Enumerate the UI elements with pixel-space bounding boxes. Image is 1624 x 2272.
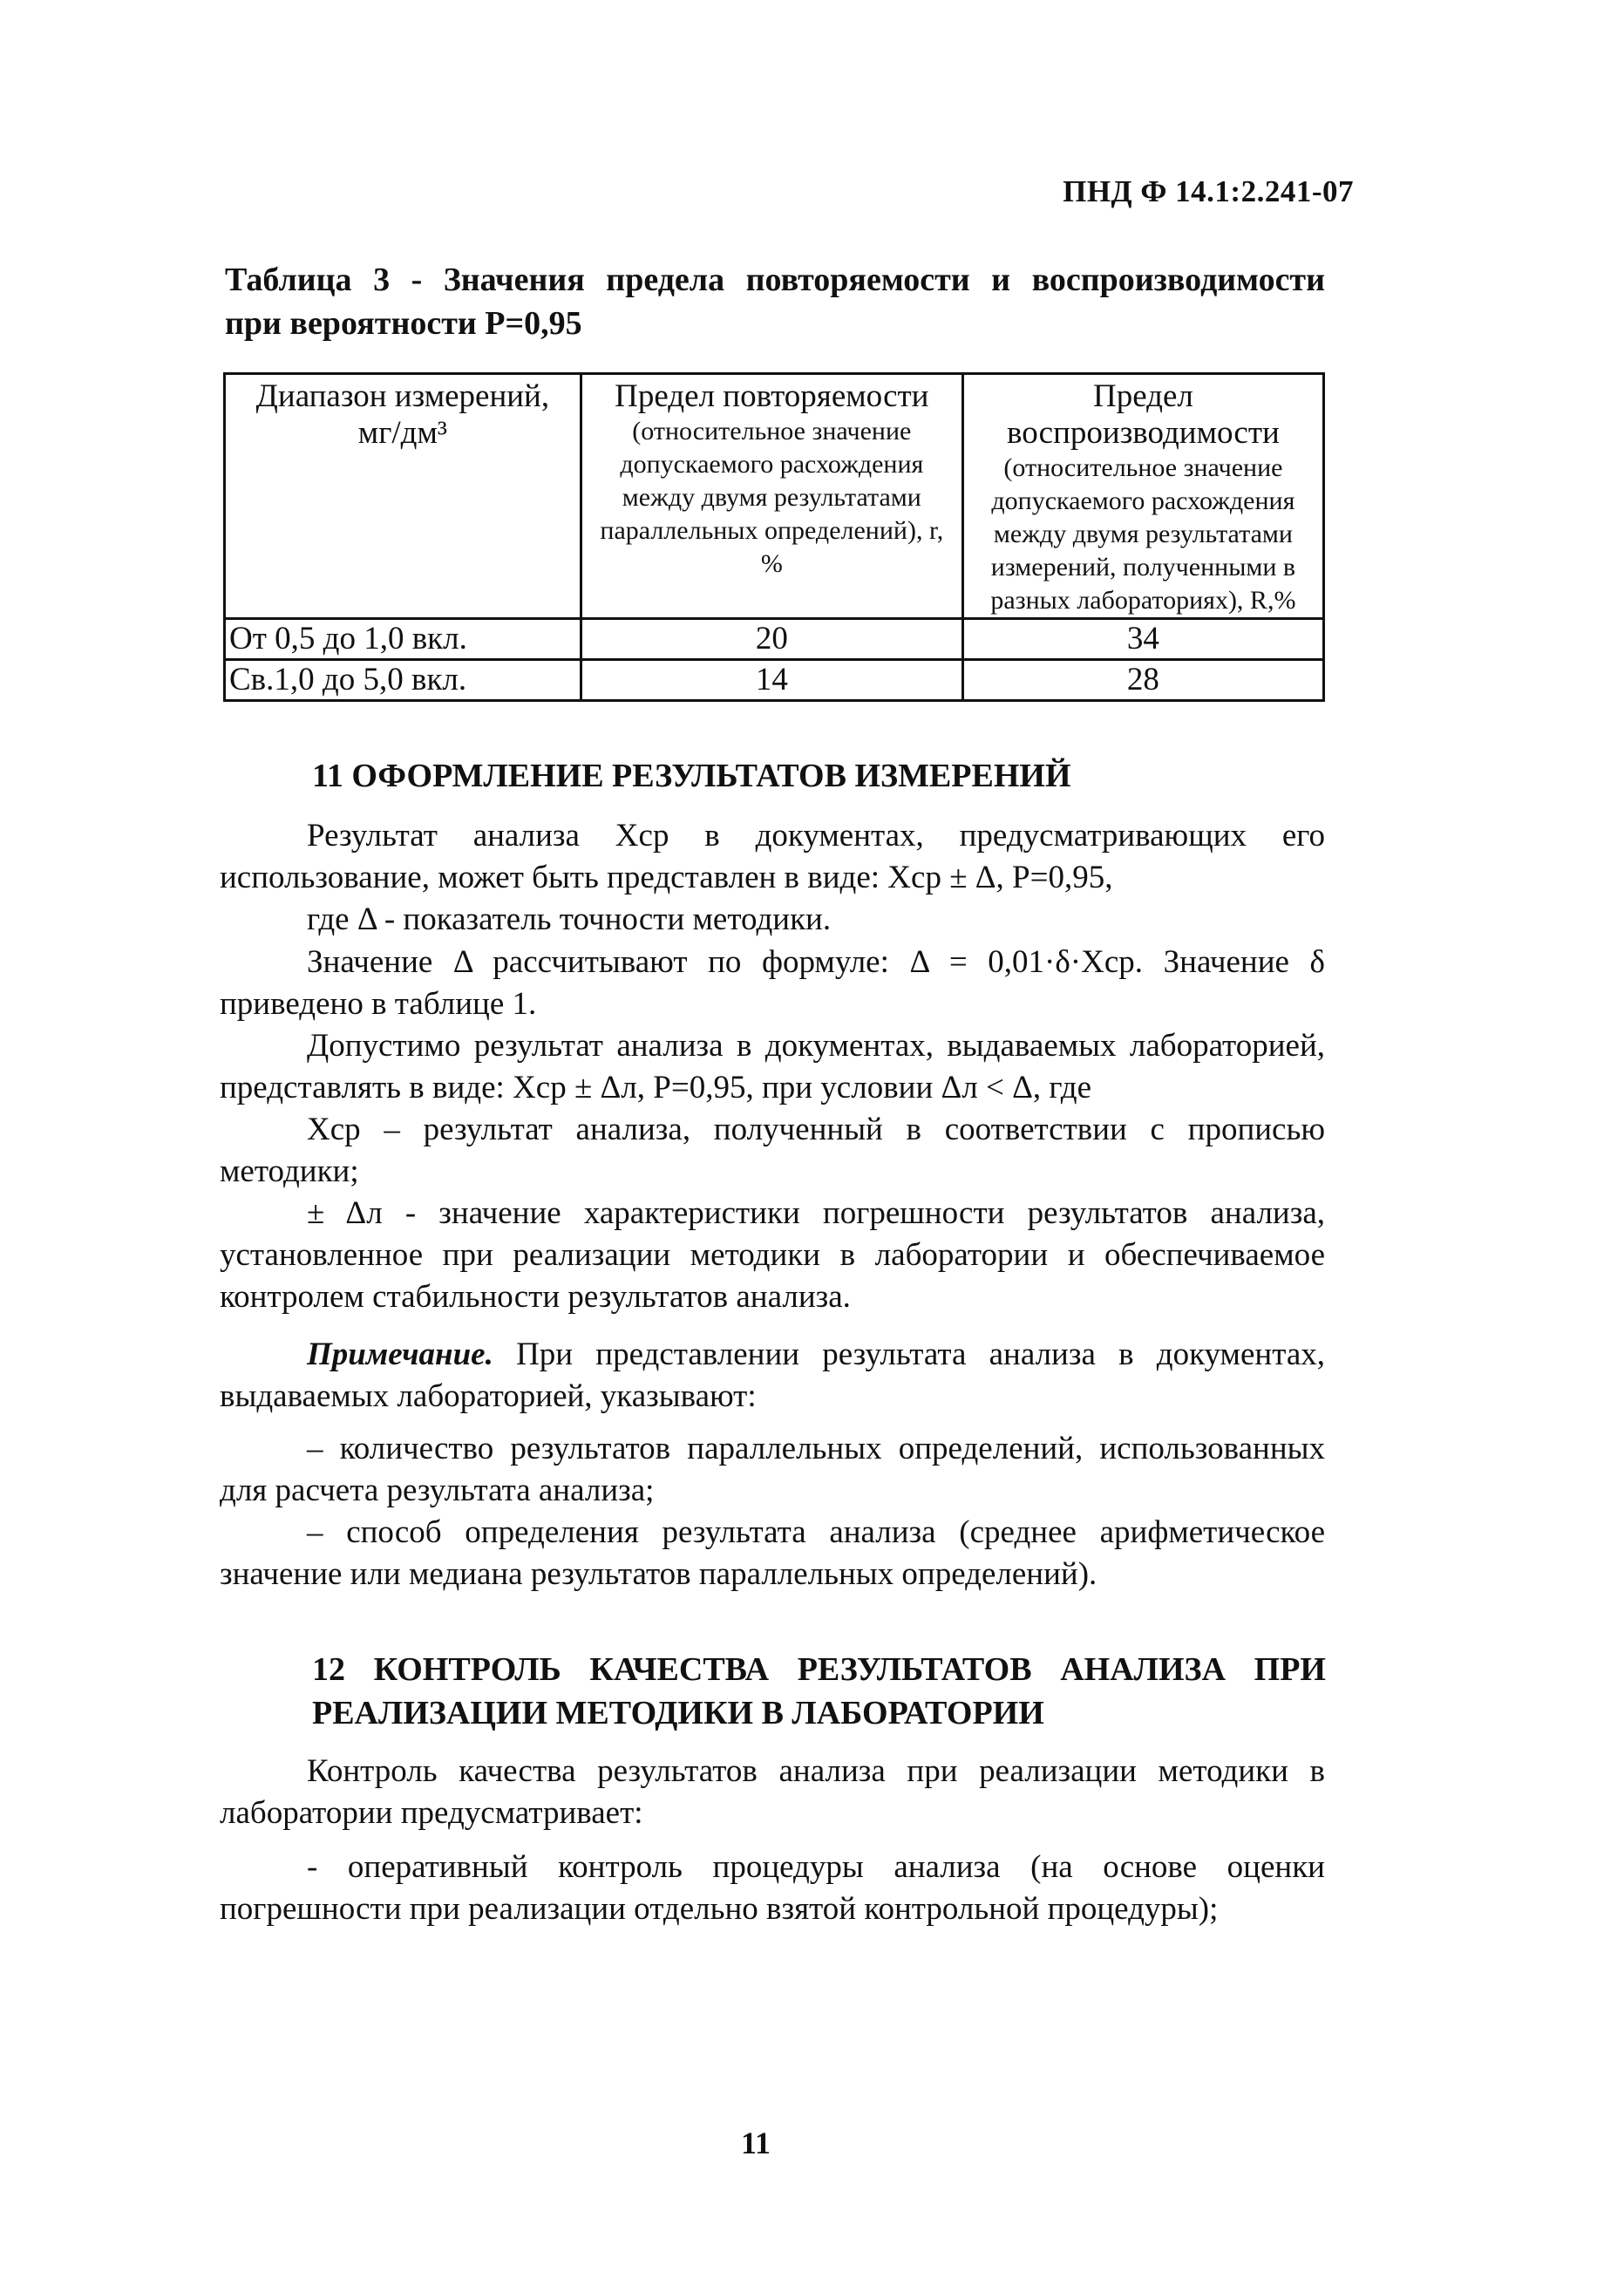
section-11-p5-text: Xср – результат анализа, полученный в соответствии с прописью методики; bbox=[220, 1112, 1325, 1189]
section-11-p2 bbox=[220, 899, 1325, 941]
table-header-row bbox=[225, 374, 1324, 619]
section-11-p6-text: ± Δл - значение характеристики погрешности результатов анализа, установленное при реализации методики в лаборатории и обеспечиваемое контролем стабильности результатов анализа. bbox=[220, 1195, 1325, 1315]
cell-repeatability: 14 bbox=[581, 660, 962, 701]
note-text: При представлении результата анализа в документах, выдаваемых лабораторией, указывают: bbox=[220, 1337, 1325, 1414]
page-number: 11 bbox=[741, 2126, 771, 2160]
section-12-bullet1 bbox=[220, 1847, 1325, 1930]
table-caption-line1: Таблица 3 - Значения предела повторяемости и воспроизводимости bbox=[225, 262, 1325, 298]
section-11-heading: 11 ОФОРМЛЕНИЕ РЕЗУЛЬТАТОВ ИЗМЕРЕНИЙ bbox=[312, 758, 1071, 794]
cell-repeatability: 20 bbox=[581, 619, 962, 660]
section-11-p1-text: Результат анализа Xср в документах, предусматривающих его использование, может быть представлен в виде: Xср ± Δ, Р=0,95, bbox=[220, 818, 1325, 895]
header-repeatability bbox=[581, 374, 962, 619]
section-11-note bbox=[220, 1334, 1325, 1418]
section-11-p3-text: Значение Δ рассчитывают по формуле: Δ = 0,01·δ·Xср. Значение δ приведено в таблице 1. bbox=[220, 944, 1325, 1022]
section-11-p4 bbox=[220, 1025, 1325, 1109]
cell-range: От 0,5 до 1,0 вкл. bbox=[225, 619, 581, 660]
header-repeatability-desc: (относительное значение допускаемого расхождения между двумя результатами параллельных определений), r, % bbox=[600, 417, 944, 578]
header-reproducibility-label: Предел воспроизводимости bbox=[1007, 378, 1280, 451]
section-11-p1 bbox=[220, 815, 1325, 899]
section-12-heading-line2: РЕАЛИЗАЦИИ МЕТОДИКИ В ЛАБОРАТОРИИ bbox=[312, 1695, 1044, 1731]
header-range-unit: мг/дм³ bbox=[357, 415, 447, 451]
header-repeatability-label: Предел повторяемости bbox=[615, 378, 929, 414]
header-range-label: Диапазон измерений, bbox=[255, 378, 550, 414]
header-reproducibility bbox=[962, 374, 1323, 619]
header-range bbox=[225, 374, 581, 619]
limits-table bbox=[223, 372, 1325, 702]
section-11-p3 bbox=[220, 942, 1325, 1025]
section-11-bullet2-text: – способ определения результата анализа (среднее арифметическое значение или медиана результатов параллельных определений). bbox=[220, 1514, 1325, 1592]
section-11-p2-text: где Δ - показатель точности методики. bbox=[307, 901, 832, 937]
header-reproducibility-desc: (относительное значение допускаемого расхождения между двумя результатами измерений, полученными в разных лабораториях), R,% bbox=[990, 453, 1296, 615]
section-11-p4-text: Допустимо результат анализа в документах, выдаваемых лабораторией, представлять в виде: Xср ± Δл, Р=0,95, при условии Δл < Δ, где bbox=[220, 1028, 1325, 1105]
note-label: Примечание. bbox=[307, 1337, 493, 1372]
cell-reproducibility: 34 bbox=[962, 619, 1323, 660]
section-11-bullet2 bbox=[220, 1512, 1325, 1595]
document-code: ПНД Ф 14.1:2.241-07 bbox=[1063, 174, 1354, 208]
section-12-p1-text: Контроль качества результатов анализа при реализации методики в лаборатории предусматривает: bbox=[220, 1753, 1325, 1831]
table-row bbox=[225, 619, 1324, 660]
table-row bbox=[225, 660, 1324, 701]
section-11-p5 bbox=[220, 1109, 1325, 1193]
section-12-p1 bbox=[220, 1751, 1325, 1834]
section-12-heading-line1: 12 КОНТРОЛЬ КАЧЕСТВА РЕЗУЛЬТАТОВ АНАЛИЗА ПРИ bbox=[312, 1651, 1326, 1688]
cell-reproducibility: 28 bbox=[962, 660, 1323, 701]
section-12-bullet1-text: - оперативный контроль процедуры анализа (на основе оценки погрешности при реализации отдельно взятой контрольной процедуры); bbox=[220, 1849, 1325, 1927]
table-caption-line2: при вероятности Р=0,95 bbox=[225, 305, 582, 342]
section-12-heading bbox=[312, 1648, 1326, 1735]
cell-range: Св.1,0 до 5,0 вкл. bbox=[225, 660, 581, 701]
section-11-bullet1 bbox=[220, 1428, 1325, 1512]
table-caption bbox=[225, 258, 1325, 345]
section-11-bullet1-text: – количество результатов параллельных определений, использованных для расчета результата анализа; bbox=[220, 1431, 1325, 1508]
section-11-p6 bbox=[220, 1193, 1325, 1318]
